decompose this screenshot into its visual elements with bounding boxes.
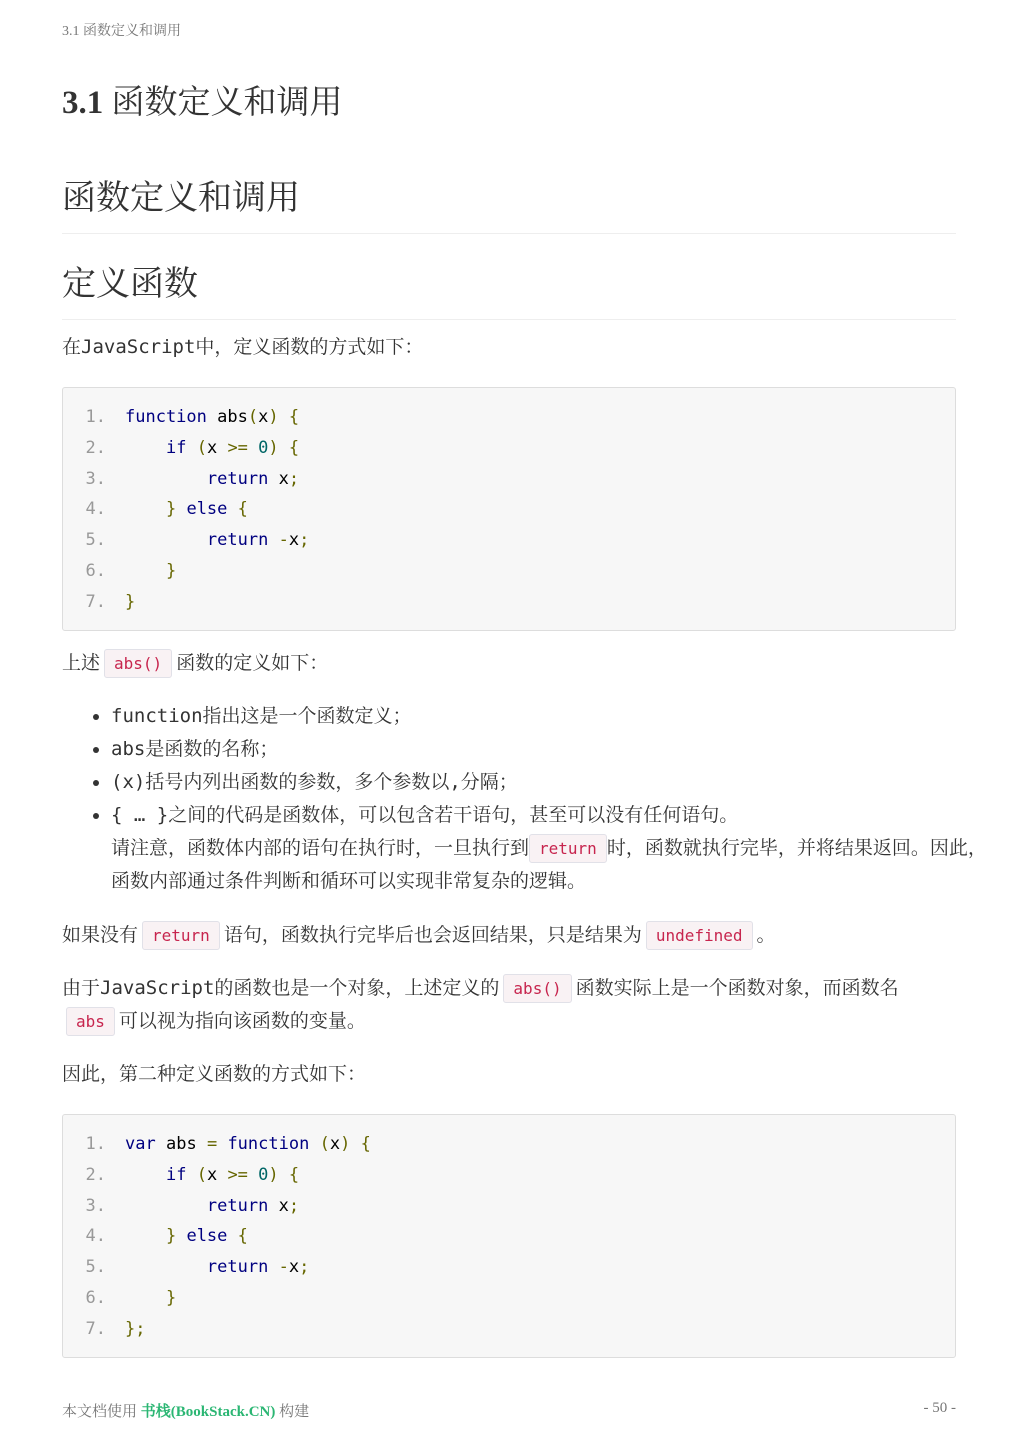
- inline-code: return: [142, 921, 220, 950]
- inline-code: return: [529, 834, 607, 863]
- line-number: 3.: [85, 468, 106, 489]
- second-method-paragraph: 因此，第二种定义函数的方式如下：: [62, 1063, 367, 1085]
- code-line: 2. if (x >= 0) {: [63, 433, 955, 464]
- chapter-number: 3.1: [62, 85, 104, 121]
- return-paragraph: 如果没有 return 语句，函数执行完毕后也会返回结果，只是结果为 undefined 。: [62, 919, 942, 952]
- code-line: 3. return x;: [63, 464, 955, 495]
- line-number: 7.: [85, 591, 106, 612]
- object-paragraph: 由于JavaScript的函数也是一个对象，上述定义的 abs() 函数实际上是一个函数对象，而函数名abs 可以视为指向该函数的变量。: [62, 972, 942, 1038]
- line-number: 4.: [85, 1226, 106, 1247]
- line-number: 6.: [85, 1287, 106, 1308]
- line-number: 1.: [85, 1134, 106, 1154]
- code-line: 6. }: [63, 556, 955, 587]
- chapter-title: [62, 76, 343, 123]
- list-item: • abs是函数的名称；: [111, 733, 991, 766]
- chapter-title-text: 函数定义和调用: [111, 85, 343, 121]
- code-line: 2. if (x >= 0) {: [63, 1160, 955, 1191]
- code-line: 4. } else {: [63, 494, 955, 525]
- list-item: • { … }之间的代码是函数体，可以包含若干语句，甚至可以没有任何语句。 请注意，函数体内部的语句在执行时，一旦执行到 return 时，函数就执行完毕，并将结果返回。因此，函数内部通过条件判断和循环可以实现非常复杂的逻辑。: [111, 799, 991, 898]
- definition-list: [62, 700, 991, 898]
- inline-code: undefined: [646, 921, 753, 950]
- definition-intro: 上述 abs() 函数的定义如下：: [62, 647, 942, 680]
- line-number: 7.: [85, 1318, 106, 1339]
- inline-code: abs(): [503, 974, 571, 1003]
- line-number: 2.: [85, 1164, 106, 1185]
- code-block-2: [62, 1114, 956, 1358]
- intro-paragraph: 在JavaScript中，定义函数的方式如下：: [62, 336, 424, 358]
- bookstack-link[interactable]: 书栈(BookStack.CN): [140, 1404, 276, 1420]
- subsection-heading: 定义函数: [62, 256, 956, 320]
- running-header: 3.1 函数定义和调用: [62, 24, 181, 39]
- line-number: 3.: [85, 1195, 106, 1216]
- list-item: • function指出这是一个函数定义；: [111, 700, 991, 733]
- page-number: - 50 -: [923, 1400, 956, 1416]
- inline-code: abs: [66, 1007, 115, 1036]
- line-number: 6.: [85, 560, 106, 581]
- code-line: 7. }: [63, 587, 955, 618]
- section-heading: 函数定义和调用: [62, 170, 956, 234]
- line-number: 5.: [85, 1257, 106, 1278]
- code-line: 5. return -x;: [63, 1252, 955, 1283]
- inline-code: abs(): [104, 649, 172, 678]
- code-line: 4. } else {: [63, 1221, 955, 1252]
- code-line: 1. var abs = function (x) {: [63, 1129, 955, 1160]
- code-block-1: [62, 387, 956, 631]
- line-number: 2.: [85, 437, 106, 458]
- code-line: 3. return x;: [63, 1191, 955, 1222]
- code-line: 1. function abs(x) {: [63, 402, 955, 433]
- footer-credit: 本文档使用 书栈(BookStack.CN) 构建: [62, 1404, 310, 1420]
- code-line: 5. return -x;: [63, 525, 955, 556]
- list-item: • (x)括号内列出函数的参数，多个参数以,分隔；: [111, 766, 991, 799]
- line-number: 1.: [85, 407, 106, 427]
- line-number: 5.: [85, 530, 106, 551]
- code-line: 7. };: [63, 1314, 955, 1345]
- code-line: 6. }: [63, 1283, 955, 1314]
- line-number: 4.: [85, 499, 106, 520]
